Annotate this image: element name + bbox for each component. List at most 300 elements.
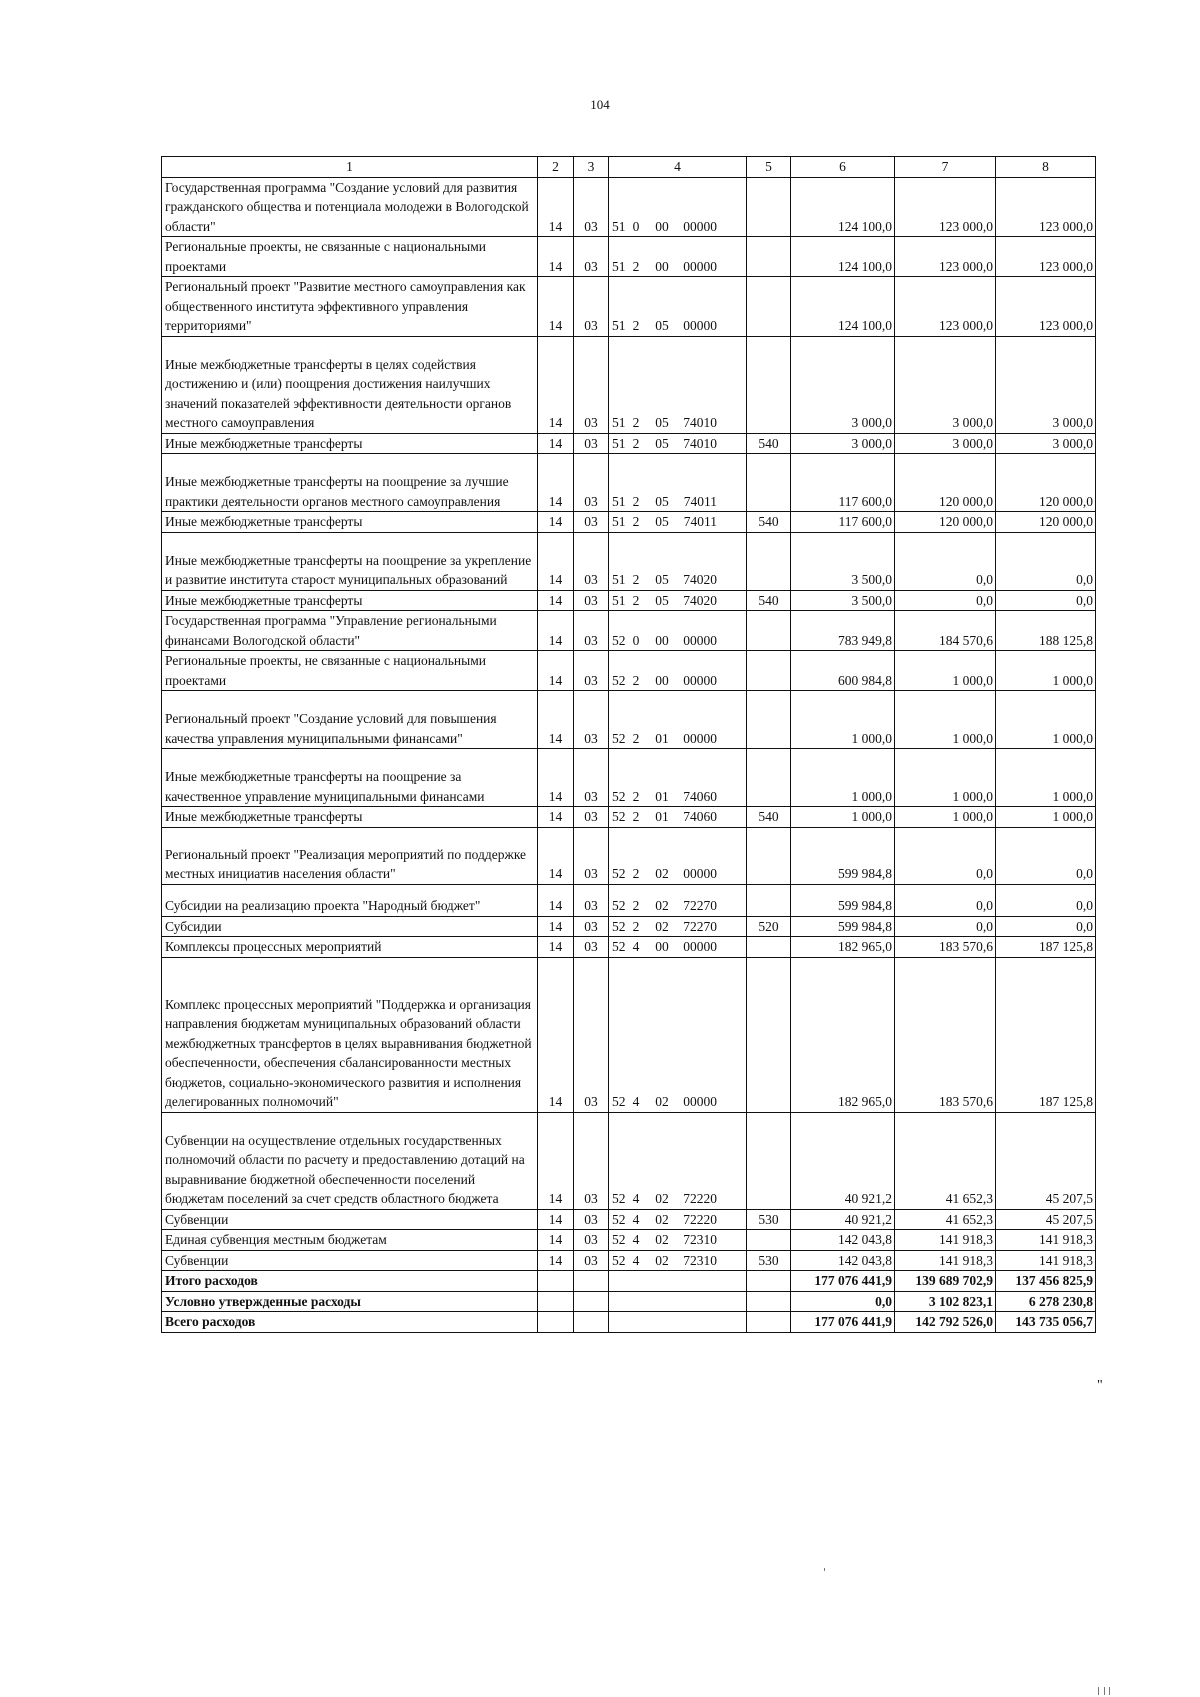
- table-header-row: [162, 157, 1096, 178]
- row-subsection: 03: [574, 1230, 609, 1251]
- row-amount-col6: 117 600,0: [791, 454, 895, 512]
- table-row: [162, 1271, 1096, 1292]
- row-expense-type: [747, 1230, 791, 1251]
- code-direction: 00000: [683, 258, 717, 274]
- row-expense-type: [747, 884, 791, 916]
- code-type: 2: [632, 572, 640, 587]
- row-target-article: [609, 177, 747, 237]
- row-subsection: 03: [574, 807, 609, 828]
- row-amount-col6: 599 984,8: [791, 827, 895, 884]
- code-program: 52: [612, 788, 626, 804]
- row-expense-type: [747, 749, 791, 807]
- code-direction: 74010: [683, 415, 717, 430]
- row-amount-col8: 1 000,0: [996, 807, 1096, 828]
- row-section: 14: [538, 532, 574, 590]
- row-amount-col7: 120 000,0: [895, 454, 996, 512]
- table-row: [162, 827, 1096, 884]
- code-subprogram: 05: [655, 514, 669, 529]
- row-section: [538, 1312, 574, 1333]
- row-expense-type: 530: [747, 1209, 791, 1230]
- row-subsection: 03: [574, 177, 609, 237]
- row-name: Региональный проект "Создание условий для повышения качества управления муниципальными финансами": [162, 691, 538, 749]
- row-expense-type: 540: [747, 433, 791, 454]
- row-subsection: 03: [574, 237, 609, 277]
- row-expense-type: [747, 237, 791, 277]
- row-amount-col8: 1 000,0: [996, 651, 1096, 691]
- code-type: 0: [632, 632, 640, 648]
- code-subprogram: 02: [655, 1252, 669, 1268]
- row-amount-col8: 0,0: [996, 532, 1096, 590]
- row-amount-col6: 124 100,0: [791, 177, 895, 237]
- code-direction: 74020: [683, 572, 717, 587]
- table-row: [162, 749, 1096, 807]
- row-name: Иные межбюджетные трансферты в целях содействия достижению и (или) поощрения достижения наилучших значений показателей эффективности деятельности органов местного самоуправления: [162, 336, 538, 433]
- code-subprogram: 02: [655, 1211, 669, 1227]
- row-target-article: [609, 749, 747, 807]
- code-type: 2: [632, 730, 640, 746]
- row-name: Государственная программа "Создание условий для развития гражданского общества и потенциала молодежи в Вологодской области": [162, 177, 538, 237]
- table-row: [162, 1112, 1096, 1209]
- row-section: 14: [538, 749, 574, 807]
- code-program: 52: [612, 730, 626, 746]
- row-subsection: 03: [574, 454, 609, 512]
- row-target-article: [609, 884, 747, 916]
- code-type: 2: [632, 898, 640, 913]
- code-program: 52: [612, 918, 626, 934]
- row-amount-col8: 0,0: [996, 916, 1096, 937]
- row-amount-col6: 182 965,0: [791, 957, 895, 1112]
- header-col-3: 3: [574, 157, 609, 178]
- table-row: [162, 884, 1096, 916]
- row-target-article: [609, 916, 747, 937]
- row-name: Итого расходов: [162, 1271, 538, 1292]
- row-section: 14: [538, 433, 574, 454]
- code-direction: 72310: [683, 1232, 717, 1247]
- code-direction: 00000: [683, 939, 717, 954]
- row-amount-col6: 182 965,0: [791, 937, 895, 958]
- row-amount-col7: 3 102 823,1: [895, 1291, 996, 1312]
- header-col-6: 6: [791, 157, 895, 178]
- code-type: 2: [632, 809, 640, 824]
- row-section: 14: [538, 1209, 574, 1230]
- code-program: 51: [612, 318, 626, 333]
- code-program: 51: [612, 218, 626, 234]
- row-expense-type: [747, 1271, 791, 1292]
- row-amount-col7: 0,0: [895, 916, 996, 937]
- code-type: 4: [632, 939, 640, 954]
- table-row: [162, 1291, 1096, 1312]
- row-target-article: [609, 454, 747, 512]
- row-expense-type: [747, 1312, 791, 1333]
- code-type: 2: [632, 514, 640, 529]
- row-section: 14: [538, 1112, 574, 1209]
- row-name: Условно утвержденные расходы: [162, 1291, 538, 1312]
- row-target-article: [609, 1209, 747, 1230]
- row-name: Комплексы процессных мероприятий: [162, 937, 538, 958]
- row-amount-col8: 3 000,0: [996, 433, 1096, 454]
- code-subprogram: 05: [655, 493, 669, 509]
- row-amount-col7: 123 000,0: [895, 177, 996, 237]
- table-row: [162, 237, 1096, 277]
- row-name: Иные межбюджетные трансферты на поощрение за лучшие практики деятельности органов местного самоуправления: [162, 454, 538, 512]
- row-target-article: [609, 590, 747, 611]
- row-section: 14: [538, 611, 574, 651]
- code-type: 2: [632, 435, 640, 451]
- code-type: 4: [632, 1232, 640, 1247]
- page-number: 104: [590, 97, 610, 112]
- code-type: 4: [632, 1252, 640, 1268]
- code-program: 52: [612, 1094, 626, 1109]
- row-subsection: 03: [574, 651, 609, 691]
- row-amount-col6: 40 921,2: [791, 1112, 895, 1209]
- row-amount-col7: 183 570,6: [895, 957, 996, 1112]
- row-expense-type: [747, 177, 791, 237]
- row-amount-col8: 1 000,0: [996, 749, 1096, 807]
- table-row: [162, 1312, 1096, 1333]
- row-amount-col8: 123 000,0: [996, 237, 1096, 277]
- row-amount-col6: 142 043,8: [791, 1230, 895, 1251]
- row-section: [538, 1291, 574, 1312]
- code-type: 4: [632, 1211, 640, 1227]
- code-direction: 72270: [683, 898, 717, 913]
- row-amount-col7: 1 000,0: [895, 691, 996, 749]
- row-amount-col7: 123 000,0: [895, 237, 996, 277]
- row-target-article: [609, 433, 747, 454]
- code-subprogram: 02: [655, 866, 669, 881]
- code-subprogram: 02: [655, 1232, 669, 1247]
- row-target-article: [609, 1112, 747, 1209]
- row-amount-col6: 3 000,0: [791, 336, 895, 433]
- code-program: 52: [612, 632, 626, 648]
- code-direction: 72220: [683, 1211, 717, 1227]
- code-program: 52: [612, 1252, 626, 1268]
- code-type: 2: [632, 258, 640, 274]
- code-subprogram: 05: [655, 318, 669, 333]
- scan-mark: [1104, 1687, 1105, 1695]
- row-amount-col6: 3 500,0: [791, 532, 895, 590]
- row-name: Субвенции: [162, 1209, 538, 1230]
- row-amount-col6: 117 600,0: [791, 512, 895, 533]
- row-expense-type: 520: [747, 916, 791, 937]
- row-target-article: [609, 807, 747, 828]
- row-subsection: [574, 1271, 609, 1292]
- row-amount-col8: 45 207,5: [996, 1112, 1096, 1209]
- row-section: 14: [538, 827, 574, 884]
- code-subprogram: 05: [655, 435, 669, 451]
- row-amount-col8: 143 735 056,7: [996, 1312, 1096, 1333]
- row-amount-col8: 141 918,3: [996, 1230, 1096, 1251]
- row-amount-col6: 124 100,0: [791, 237, 895, 277]
- row-name: Иные межбюджетные трансферты: [162, 512, 538, 533]
- row-amount-col8: 45 207,5: [996, 1209, 1096, 1230]
- row-amount-col6: 3 000,0: [791, 433, 895, 454]
- row-section: 14: [538, 336, 574, 433]
- code-subprogram: 00: [655, 258, 669, 274]
- code-subprogram: 02: [655, 898, 669, 913]
- row-section: 14: [538, 237, 574, 277]
- row-name: Всего расходов: [162, 1312, 538, 1333]
- row-target-article: [609, 957, 747, 1112]
- row-name: Иные межбюджетные трансферты: [162, 433, 538, 454]
- table-row: [162, 957, 1096, 1112]
- row-subsection: 03: [574, 749, 609, 807]
- row-amount-col7: 183 570,6: [895, 937, 996, 958]
- code-subprogram: 05: [655, 572, 669, 587]
- row-amount-col7: 1 000,0: [895, 749, 996, 807]
- row-name: Субсидии: [162, 916, 538, 937]
- code-type: 2: [632, 415, 640, 430]
- row-target-article: [609, 1250, 747, 1271]
- row-name: Субсидии на реализацию проекта "Народный бюджет": [162, 884, 538, 916]
- row-amount-col6: 3 500,0: [791, 590, 895, 611]
- code-type: 0: [632, 218, 640, 234]
- row-target-article: [609, 1312, 747, 1333]
- row-name: Региональные проекты, не связанные с национальными проектами: [162, 651, 538, 691]
- row-target-article: [609, 937, 747, 958]
- row-section: [538, 1271, 574, 1292]
- table-row: [162, 177, 1096, 237]
- row-name: Иные межбюджетные трансферты на поощрение за качественное управление муниципальными финансами: [162, 749, 538, 807]
- row-expense-type: [747, 651, 791, 691]
- code-direction: 72220: [683, 1191, 717, 1206]
- row-name: Региональный проект "Реализация мероприятий по поддержке местных инициатив населения области": [162, 827, 538, 884]
- row-amount-col8: 120 000,0: [996, 454, 1096, 512]
- table-row: [162, 336, 1096, 433]
- row-name: Субвенции на осуществление отдельных государственных полномочий области по расчету и предоставлению дотаций на выравнивание бюджетной обеспеченности поселений бюджетам поселений за счет средств областного бюджета: [162, 1112, 538, 1209]
- row-subsection: 03: [574, 957, 609, 1112]
- row-expense-type: [747, 454, 791, 512]
- code-program: 52: [612, 866, 626, 881]
- row-amount-col6: 1 000,0: [791, 691, 895, 749]
- row-name: Иные межбюджетные трансферты на поощрение за укрепление и развитие института старост муниципальных образований: [162, 532, 538, 590]
- code-type: 2: [632, 672, 640, 688]
- row-amount-col7: 0,0: [895, 827, 996, 884]
- row-amount-col8: 0,0: [996, 590, 1096, 611]
- table-row: [162, 691, 1096, 749]
- code-program: 52: [612, 1211, 626, 1227]
- code-subprogram: 01: [655, 730, 669, 746]
- row-expense-type: [747, 827, 791, 884]
- row-amount-col8: 120 000,0: [996, 512, 1096, 533]
- row-name: Единая субвенция местным бюджетам: [162, 1230, 538, 1251]
- row-amount-col8: 137 456 825,9: [996, 1271, 1096, 1292]
- row-expense-type: 540: [747, 512, 791, 533]
- row-amount-col7: 0,0: [895, 590, 996, 611]
- code-subprogram: 00: [655, 672, 669, 688]
- row-subsection: [574, 1291, 609, 1312]
- row-name: Комплекс процессных мероприятий "Поддержка и организация направления бюджетам муниципальных образований области межбюджетных трансфертов в целях выравнивания бюджетной обеспеченности, обеспечения сбалансированности местных бюджетов, социально-экономического развития и исполнения делегированных полномочий": [162, 957, 538, 1112]
- row-expense-type: 530: [747, 1250, 791, 1271]
- row-amount-col7: 1 000,0: [895, 651, 996, 691]
- row-amount-col8: 141 918,3: [996, 1250, 1096, 1271]
- row-amount-col6: 600 984,8: [791, 651, 895, 691]
- row-name: Иные межбюджетные трансферты: [162, 590, 538, 611]
- row-target-article: [609, 1230, 747, 1251]
- row-amount-col6: 783 949,8: [791, 611, 895, 651]
- row-amount-col6: 177 076 441,9: [791, 1271, 895, 1292]
- row-expense-type: [747, 957, 791, 1112]
- code-subprogram: 00: [655, 632, 669, 648]
- row-name: Региональные проекты, не связанные с национальными проектами: [162, 237, 538, 277]
- code-direction: 00000: [683, 632, 717, 648]
- table-row: [162, 1250, 1096, 1271]
- row-expense-type: [747, 1112, 791, 1209]
- row-target-article: [609, 237, 747, 277]
- code-program: 51: [612, 415, 626, 430]
- row-amount-col6: 1 000,0: [791, 749, 895, 807]
- row-amount-col6: 40 921,2: [791, 1209, 895, 1230]
- code-program: 52: [612, 809, 626, 824]
- table-row: [162, 590, 1096, 611]
- row-expense-type: 540: [747, 590, 791, 611]
- table-row: [162, 433, 1096, 454]
- row-name: Иные межбюджетные трансферты: [162, 807, 538, 828]
- row-amount-col6: 177 076 441,9: [791, 1312, 895, 1333]
- row-amount-col7: 141 918,3: [895, 1250, 996, 1271]
- row-subsection: 03: [574, 691, 609, 749]
- code-subprogram: 02: [655, 918, 669, 934]
- code-subprogram: 05: [655, 415, 669, 430]
- row-amount-col7: 120 000,0: [895, 512, 996, 533]
- row-amount-col7: 41 652,3: [895, 1209, 996, 1230]
- table-row: [162, 937, 1096, 958]
- row-subsection: 03: [574, 532, 609, 590]
- row-subsection: 03: [574, 827, 609, 884]
- code-program: 52: [612, 672, 626, 688]
- header-col-8: 8: [996, 157, 1096, 178]
- header-col-4: 4: [609, 157, 747, 178]
- row-section: 14: [538, 1250, 574, 1271]
- header-col-1: 1: [162, 157, 538, 178]
- table-row: [162, 532, 1096, 590]
- row-amount-col6: 599 984,8: [791, 916, 895, 937]
- code-direction: 00000: [683, 730, 717, 746]
- code-direction: 74011: [683, 493, 717, 509]
- code-type: 2: [632, 318, 640, 333]
- code-direction: 00000: [683, 1094, 717, 1109]
- row-amount-col7: 139 689 702,9: [895, 1271, 996, 1292]
- row-amount-col7: 141 918,3: [895, 1230, 996, 1251]
- code-direction: 00000: [683, 866, 717, 881]
- row-name: Государственная программа "Управление региональными финансами Вологодской области": [162, 611, 538, 651]
- table-row: [162, 651, 1096, 691]
- table-row: [162, 807, 1096, 828]
- closing-quote: ": [1097, 1378, 1103, 1393]
- row-section: 14: [538, 691, 574, 749]
- row-section: 14: [538, 884, 574, 916]
- row-subsection: 03: [574, 512, 609, 533]
- row-amount-col8: 0,0: [996, 827, 1096, 884]
- code-type: 4: [632, 1094, 640, 1109]
- row-amount-col7: 1 000,0: [895, 807, 996, 828]
- scan-mark: [824, 1568, 825, 1571]
- row-expense-type: [747, 532, 791, 590]
- row-subsection: 03: [574, 336, 609, 433]
- header-col-2: 2: [538, 157, 574, 178]
- row-amount-col8: 0,0: [996, 884, 1096, 916]
- row-target-article: [609, 512, 747, 533]
- row-target-article: [609, 1271, 747, 1292]
- code-type: 2: [632, 866, 640, 881]
- code-program: 52: [612, 1191, 626, 1206]
- row-subsection: 03: [574, 433, 609, 454]
- table-row: [162, 1209, 1096, 1230]
- row-amount-col7: 3 000,0: [895, 433, 996, 454]
- row-target-article: [609, 1291, 747, 1312]
- code-direction: 72310: [683, 1252, 717, 1268]
- table-row: [162, 1230, 1096, 1251]
- row-section: 14: [538, 807, 574, 828]
- row-amount-col6: 124 100,0: [791, 277, 895, 337]
- row-subsection: 03: [574, 916, 609, 937]
- row-subsection: 03: [574, 937, 609, 958]
- row-target-article: [609, 336, 747, 433]
- code-direction: 74011: [683, 514, 717, 529]
- code-direction: 00000: [683, 218, 717, 234]
- row-amount-col7: 3 000,0: [895, 336, 996, 433]
- row-section: 14: [538, 651, 574, 691]
- row-expense-type: [747, 937, 791, 958]
- code-program: 51: [612, 572, 626, 587]
- row-expense-type: [747, 1291, 791, 1312]
- row-section: 14: [538, 1230, 574, 1251]
- row-amount-col8: 187 125,8: [996, 957, 1096, 1112]
- code-subprogram: 00: [655, 218, 669, 234]
- code-program: 52: [612, 939, 626, 954]
- table-row: [162, 277, 1096, 337]
- code-subprogram: 01: [655, 788, 669, 804]
- code-type: 2: [632, 918, 640, 934]
- row-subsection: [574, 1312, 609, 1333]
- row-amount-col8: 123 000,0: [996, 277, 1096, 337]
- scan-mark: [1098, 1687, 1099, 1695]
- table-row: [162, 512, 1096, 533]
- code-program: 51: [612, 514, 626, 529]
- row-subsection: 03: [574, 1209, 609, 1230]
- row-amount-col7: 41 652,3: [895, 1112, 996, 1209]
- code-subprogram: 05: [655, 592, 669, 608]
- row-amount-col8: 3 000,0: [996, 336, 1096, 433]
- row-section: 14: [538, 512, 574, 533]
- row-amount-col8: 1 000,0: [996, 691, 1096, 749]
- row-subsection: 03: [574, 590, 609, 611]
- row-target-article: [609, 691, 747, 749]
- code-direction: 00000: [683, 672, 717, 688]
- row-expense-type: [747, 611, 791, 651]
- row-expense-type: [747, 336, 791, 433]
- code-subprogram: 02: [655, 1191, 669, 1206]
- row-expense-type: [747, 277, 791, 337]
- code-subprogram: 00: [655, 939, 669, 954]
- row-section: 14: [538, 590, 574, 611]
- code-subprogram: 02: [655, 1094, 669, 1109]
- row-section: 14: [538, 916, 574, 937]
- row-subsection: 03: [574, 277, 609, 337]
- code-direction: 74020: [683, 592, 717, 608]
- row-amount-col6: 142 043,8: [791, 1250, 895, 1271]
- row-subsection: 03: [574, 884, 609, 916]
- row-subsection: 03: [574, 611, 609, 651]
- row-target-article: [609, 827, 747, 884]
- code-type: 2: [632, 592, 640, 608]
- code-type: 4: [632, 1191, 640, 1206]
- code-direction: 74010: [683, 435, 717, 451]
- code-type: 2: [632, 788, 640, 804]
- row-section: 14: [538, 454, 574, 512]
- code-direction: 74060: [683, 788, 717, 804]
- row-subsection: 03: [574, 1250, 609, 1271]
- row-section: 14: [538, 277, 574, 337]
